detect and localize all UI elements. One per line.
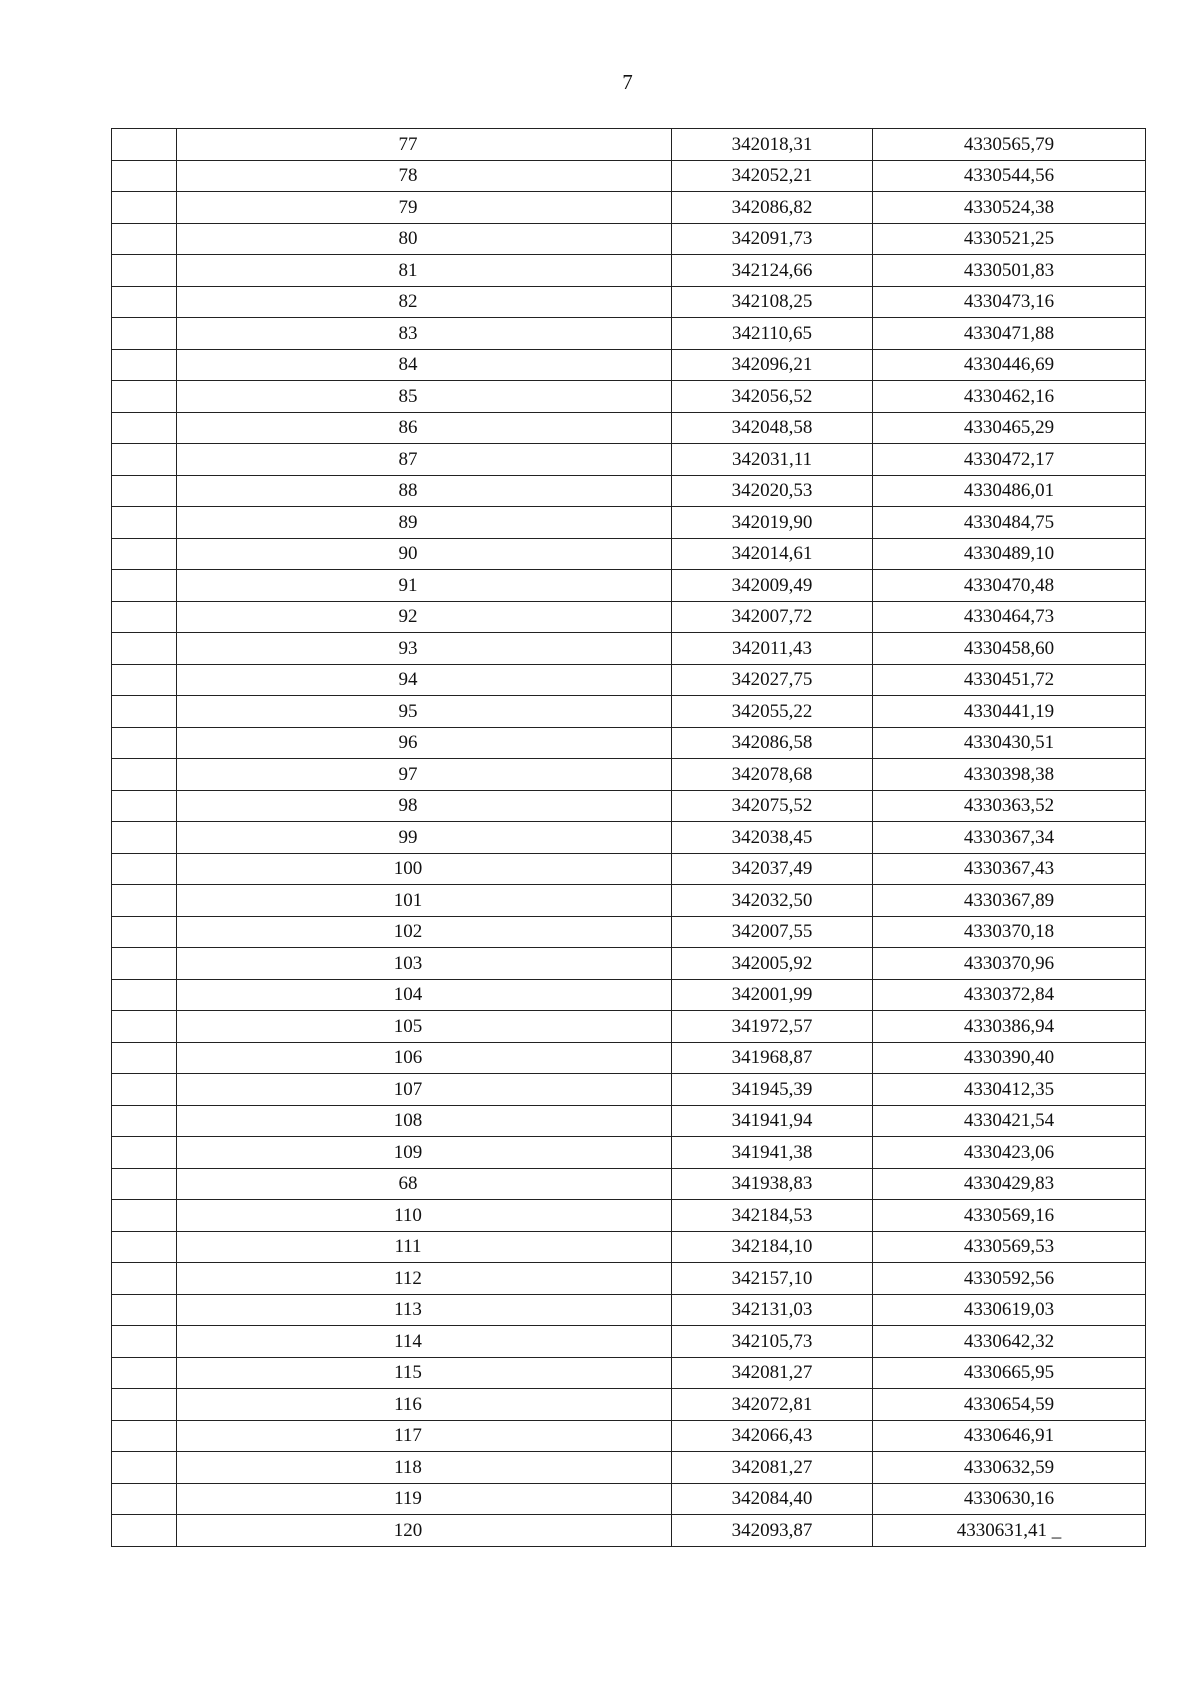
x-coordinate-cell: 342157,10 — [672, 1263, 873, 1295]
empty-cell — [112, 318, 177, 350]
x-coordinate-cell: 342078,68 — [672, 759, 873, 791]
table-row — [112, 1231, 1146, 1263]
y-coordinate-cell: 4330363,52 — [873, 790, 1146, 822]
x-coordinate-cell: 342086,58 — [672, 727, 873, 759]
x-coordinate-cell: 342108,25 — [672, 286, 873, 318]
table-row — [112, 1074, 1146, 1106]
empty-cell — [112, 349, 177, 381]
y-coordinate-cell: 4330429,83 — [873, 1168, 1146, 1200]
y-coordinate-cell: 4330372,84 — [873, 979, 1146, 1011]
y-coordinate-cell: 4330484,75 — [873, 507, 1146, 539]
point-number-cell: 114 — [177, 1326, 672, 1358]
table-row — [112, 1515, 1146, 1547]
table-row — [112, 1263, 1146, 1295]
y-coordinate-cell: 4330565,79 — [873, 129, 1146, 161]
table-row — [112, 160, 1146, 192]
empty-cell — [112, 916, 177, 948]
y-coordinate-cell: 4330619,03 — [873, 1294, 1146, 1326]
x-coordinate-cell: 342081,27 — [672, 1452, 873, 1484]
y-coordinate-cell: 4330464,73 — [873, 601, 1146, 633]
table-row — [112, 1168, 1146, 1200]
table-row — [112, 1137, 1146, 1169]
point-number-cell: 120 — [177, 1515, 672, 1547]
y-coordinate-cell: 4330592,56 — [873, 1263, 1146, 1295]
y-coordinate-cell: 4330446,69 — [873, 349, 1146, 381]
point-number-cell: 115 — [177, 1357, 672, 1389]
table-row — [112, 192, 1146, 224]
y-coordinate-cell: 4330370,96 — [873, 948, 1146, 980]
y-coordinate-cell: 4330646,91 — [873, 1420, 1146, 1452]
table-row — [112, 570, 1146, 602]
table-row — [112, 1011, 1146, 1043]
x-coordinate-cell: 342048,58 — [672, 412, 873, 444]
empty-cell — [112, 1326, 177, 1358]
y-coordinate-cell: 4330630,16 — [873, 1483, 1146, 1515]
y-coordinate-cell: 4330421,54 — [873, 1105, 1146, 1137]
point-number-cell: 97 — [177, 759, 672, 791]
point-number-cell: 105 — [177, 1011, 672, 1043]
point-number-cell: 99 — [177, 822, 672, 854]
empty-cell — [112, 570, 177, 602]
x-coordinate-cell: 342038,45 — [672, 822, 873, 854]
empty-cell — [112, 601, 177, 633]
point-number-cell: 82 — [177, 286, 672, 318]
table-row — [112, 349, 1146, 381]
point-number-cell: 96 — [177, 727, 672, 759]
x-coordinate-cell: 342052,21 — [672, 160, 873, 192]
y-coordinate-cell: 4330470,48 — [873, 570, 1146, 602]
table-row — [112, 696, 1146, 728]
x-coordinate-cell: 341941,94 — [672, 1105, 873, 1137]
empty-cell — [112, 129, 177, 161]
empty-cell — [112, 696, 177, 728]
x-coordinate-cell: 342011,43 — [672, 633, 873, 665]
table-row — [112, 1420, 1146, 1452]
y-coordinate-cell: 4330473,16 — [873, 286, 1146, 318]
x-coordinate-cell: 342131,03 — [672, 1294, 873, 1326]
empty-cell — [112, 1168, 177, 1200]
table-row — [112, 759, 1146, 791]
table-row — [112, 1326, 1146, 1358]
table-row — [112, 286, 1146, 318]
point-number-cell: 93 — [177, 633, 672, 665]
empty-cell — [112, 1389, 177, 1421]
x-coordinate-cell: 342124,66 — [672, 255, 873, 287]
table-row — [112, 727, 1146, 759]
point-number-cell: 107 — [177, 1074, 672, 1106]
table-row — [112, 318, 1146, 350]
x-coordinate-cell: 341972,57 — [672, 1011, 873, 1043]
empty-cell — [112, 223, 177, 255]
x-coordinate-cell: 342020,53 — [672, 475, 873, 507]
empty-cell — [112, 381, 177, 413]
y-coordinate-cell: 4330367,89 — [873, 885, 1146, 917]
point-number-cell: 102 — [177, 916, 672, 948]
y-coordinate-cell: 4330462,16 — [873, 381, 1146, 413]
x-coordinate-cell: 341941,38 — [672, 1137, 873, 1169]
empty-cell — [112, 948, 177, 980]
x-coordinate-cell: 342105,73 — [672, 1326, 873, 1358]
point-number-cell: 103 — [177, 948, 672, 980]
y-coordinate-cell: 4330370,18 — [873, 916, 1146, 948]
y-coordinate-cell: 4330486,01 — [873, 475, 1146, 507]
y-coordinate-cell: 4330465,29 — [873, 412, 1146, 444]
point-number-cell: 116 — [177, 1389, 672, 1421]
point-number-cell: 91 — [177, 570, 672, 602]
x-coordinate-cell: 342009,49 — [672, 570, 873, 602]
empty-cell — [112, 255, 177, 287]
empty-cell — [112, 286, 177, 318]
x-coordinate-cell: 342184,10 — [672, 1231, 873, 1263]
point-number-cell: 94 — [177, 664, 672, 696]
y-coordinate-cell: 4330367,43 — [873, 853, 1146, 885]
x-coordinate-cell: 342055,22 — [672, 696, 873, 728]
y-coordinate-cell: 4330451,72 — [873, 664, 1146, 696]
x-coordinate-cell: 342084,40 — [672, 1483, 873, 1515]
x-coordinate-cell: 342066,43 — [672, 1420, 873, 1452]
empty-cell — [112, 979, 177, 1011]
empty-cell — [112, 853, 177, 885]
table-row — [112, 129, 1146, 161]
y-coordinate-cell: 4330501,83 — [873, 255, 1146, 287]
empty-cell — [112, 1011, 177, 1043]
y-coordinate-cell: 4330524,38 — [873, 192, 1146, 224]
x-coordinate-cell: 342032,50 — [672, 885, 873, 917]
point-number-cell: 95 — [177, 696, 672, 728]
empty-cell — [112, 1483, 177, 1515]
empty-cell — [112, 1137, 177, 1169]
point-number-cell: 77 — [177, 129, 672, 161]
empty-cell — [112, 160, 177, 192]
x-coordinate-cell: 342110,65 — [672, 318, 873, 350]
point-number-cell: 119 — [177, 1483, 672, 1515]
table-row — [112, 1389, 1146, 1421]
table-row — [112, 1200, 1146, 1232]
x-coordinate-cell: 342014,61 — [672, 538, 873, 570]
point-number-cell: 92 — [177, 601, 672, 633]
empty-cell — [112, 192, 177, 224]
table-row — [112, 1357, 1146, 1389]
empty-cell — [112, 538, 177, 570]
point-number-cell: 78 — [177, 160, 672, 192]
table-row — [112, 979, 1146, 1011]
table-row — [112, 1452, 1146, 1484]
y-coordinate-cell: 4330441,19 — [873, 696, 1146, 728]
coordinates-table-body — [112, 129, 1146, 1547]
y-coordinate-cell: 4330489,10 — [873, 538, 1146, 570]
x-coordinate-cell: 341938,83 — [672, 1168, 873, 1200]
x-coordinate-cell: 342031,11 — [672, 444, 873, 476]
point-number-cell: 106 — [177, 1042, 672, 1074]
table-row — [112, 790, 1146, 822]
empty-cell — [112, 507, 177, 539]
x-coordinate-cell: 342081,27 — [672, 1357, 873, 1389]
empty-cell — [112, 1515, 177, 1547]
table-row — [112, 916, 1146, 948]
y-coordinate-cell: 4330654,59 — [873, 1389, 1146, 1421]
empty-cell — [112, 1231, 177, 1263]
point-number-cell: 109 — [177, 1137, 672, 1169]
x-coordinate-cell: 342001,99 — [672, 979, 873, 1011]
point-number-cell: 68 — [177, 1168, 672, 1200]
point-number-cell: 80 — [177, 223, 672, 255]
point-number-cell: 112 — [177, 1263, 672, 1295]
y-coordinate-cell: 4330430,51 — [873, 727, 1146, 759]
empty-cell — [112, 664, 177, 696]
point-number-cell: 110 — [177, 1200, 672, 1232]
y-coordinate-cell: 4330569,16 — [873, 1200, 1146, 1232]
table-row — [112, 601, 1146, 633]
empty-cell — [112, 1294, 177, 1326]
x-coordinate-cell: 342091,73 — [672, 223, 873, 255]
y-coordinate-cell: 4330423,06 — [873, 1137, 1146, 1169]
x-coordinate-cell: 342007,55 — [672, 916, 873, 948]
x-coordinate-cell: 341945,39 — [672, 1074, 873, 1106]
point-number-cell: 89 — [177, 507, 672, 539]
x-coordinate-cell: 342056,52 — [672, 381, 873, 413]
x-coordinate-cell: 342075,52 — [672, 790, 873, 822]
table-row — [112, 444, 1146, 476]
table-row — [112, 223, 1146, 255]
point-number-cell: 87 — [177, 444, 672, 476]
point-number-cell: 86 — [177, 412, 672, 444]
empty-cell — [112, 885, 177, 917]
y-coordinate-cell: 4330471,88 — [873, 318, 1146, 350]
y-coordinate-cell: 4330472,17 — [873, 444, 1146, 476]
y-coordinate-cell: 4330544,56 — [873, 160, 1146, 192]
x-coordinate-cell: 342086,82 — [672, 192, 873, 224]
x-coordinate-cell: 341968,87 — [672, 1042, 873, 1074]
table-row — [112, 1483, 1146, 1515]
y-coordinate-cell: 4330665,95 — [873, 1357, 1146, 1389]
table-row — [112, 853, 1146, 885]
point-number-cell: 113 — [177, 1294, 672, 1326]
y-coordinate-cell: 4330642,32 — [873, 1326, 1146, 1358]
table-row — [112, 822, 1146, 854]
empty-cell — [112, 1452, 177, 1484]
point-number-cell: 101 — [177, 885, 672, 917]
table-row — [112, 507, 1146, 539]
point-number-cell: 88 — [177, 475, 672, 507]
empty-cell — [112, 822, 177, 854]
empty-cell — [112, 444, 177, 476]
y-coordinate-cell: 4330367,34 — [873, 822, 1146, 854]
empty-cell — [112, 475, 177, 507]
y-coordinate-cell: 4330632,59 — [873, 1452, 1146, 1484]
y-coordinate-cell: 4330386,94 — [873, 1011, 1146, 1043]
y-coordinate-cell: 4330569,53 — [873, 1231, 1146, 1263]
empty-cell — [112, 1263, 177, 1295]
table-row — [112, 538, 1146, 570]
x-coordinate-cell: 342007,72 — [672, 601, 873, 633]
table-row — [112, 948, 1146, 980]
point-number-cell: 98 — [177, 790, 672, 822]
empty-cell — [112, 1042, 177, 1074]
y-coordinate-cell: 4330521,25 — [873, 223, 1146, 255]
point-number-cell: 108 — [177, 1105, 672, 1137]
empty-cell — [112, 1105, 177, 1137]
point-number-cell: 100 — [177, 853, 672, 885]
y-coordinate-cell: 4330458,60 — [873, 633, 1146, 665]
point-number-cell: 81 — [177, 255, 672, 287]
point-number-cell: 90 — [177, 538, 672, 570]
point-number-cell: 111 — [177, 1231, 672, 1263]
point-number-cell: 79 — [177, 192, 672, 224]
empty-cell — [112, 1200, 177, 1232]
table-row — [112, 664, 1146, 696]
x-coordinate-cell: 342093,87 — [672, 1515, 873, 1547]
empty-cell — [112, 1357, 177, 1389]
x-coordinate-cell: 342072,81 — [672, 1389, 873, 1421]
point-number-cell: 104 — [177, 979, 672, 1011]
table-row — [112, 1294, 1146, 1326]
x-coordinate-cell: 342018,31 — [672, 129, 873, 161]
x-coordinate-cell: 342096,21 — [672, 349, 873, 381]
table-row — [112, 1042, 1146, 1074]
empty-cell — [112, 412, 177, 444]
table-row — [112, 381, 1146, 413]
table-row — [112, 885, 1146, 917]
empty-cell — [112, 1420, 177, 1452]
point-number-cell: 84 — [177, 349, 672, 381]
table-row — [112, 633, 1146, 665]
empty-cell — [112, 633, 177, 665]
empty-cell — [112, 790, 177, 822]
coordinates-table — [111, 128, 1146, 1547]
y-coordinate-cell: 4330390,40 — [873, 1042, 1146, 1074]
table-row — [112, 1105, 1146, 1137]
table-row — [112, 255, 1146, 287]
table-row — [112, 475, 1146, 507]
y-coordinate-cell: 4330398,38 — [873, 759, 1146, 791]
x-coordinate-cell: 342037,49 — [672, 853, 873, 885]
x-coordinate-cell: 342027,75 — [672, 664, 873, 696]
empty-cell — [112, 759, 177, 791]
point-number-cell: 117 — [177, 1420, 672, 1452]
table-row — [112, 412, 1146, 444]
empty-cell — [112, 1074, 177, 1106]
x-coordinate-cell: 342005,92 — [672, 948, 873, 980]
point-number-cell: 85 — [177, 381, 672, 413]
y-coordinate-cell: 4330631,41 _ — [873, 1515, 1146, 1547]
empty-cell — [112, 727, 177, 759]
x-coordinate-cell: 342019,90 — [672, 507, 873, 539]
y-coordinate-cell: 4330412,35 — [873, 1074, 1146, 1106]
point-number-cell: 118 — [177, 1452, 672, 1484]
x-coordinate-cell: 342184,53 — [672, 1200, 873, 1232]
point-number-cell: 83 — [177, 318, 672, 350]
page-number: 7 — [622, 70, 633, 94]
